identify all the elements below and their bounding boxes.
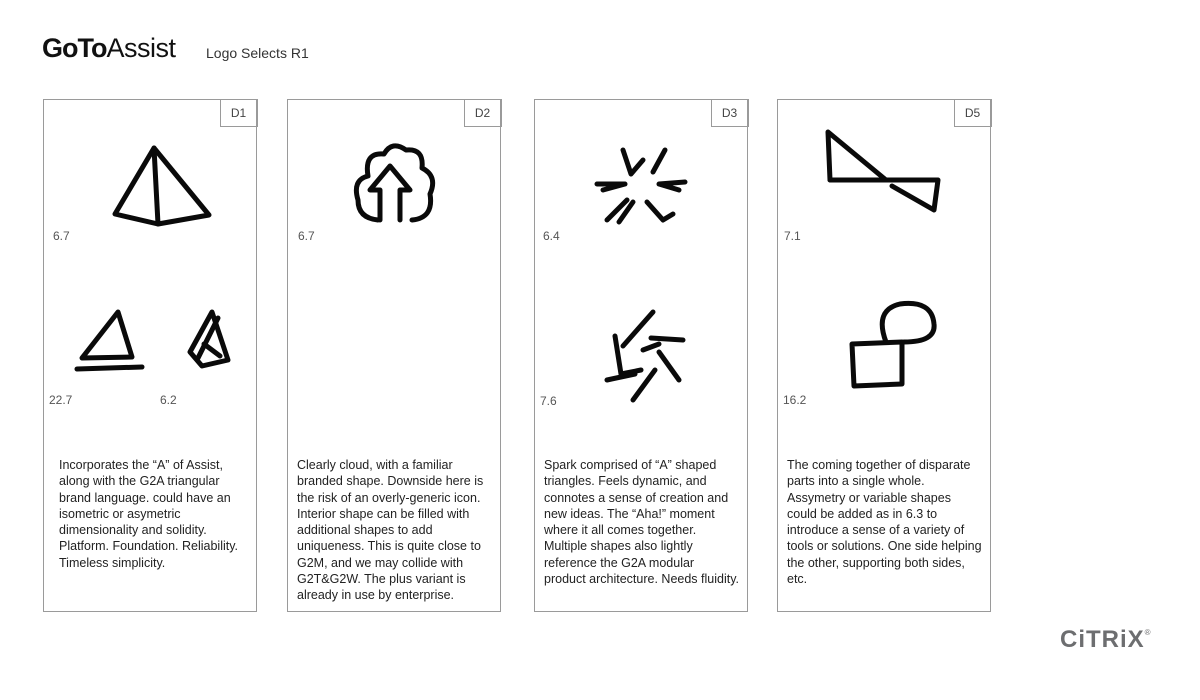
sketch-folded-a-icon <box>184 308 236 370</box>
concept-card-d5 <box>777 99 991 612</box>
card-description: Incorporates the “A” of Assist, along with the G2A triangular brand language. could have an isometric or asymetric dimensionality and solidity. Platform. Foundation. Reliability. Timeless simplicity. <box>59 458 239 570</box>
brand-logo-regular: Assist <box>106 33 176 63</box>
card-tag: D3 <box>711 99 749 127</box>
score-label: 6.4 <box>543 229 560 243</box>
card-tag: D5 <box>954 99 992 127</box>
concept-card-d1 <box>43 99 257 612</box>
score-label: 6.2 <box>160 393 177 407</box>
sketch-pinwheel-icon <box>603 308 687 404</box>
sketch-split-triangles-icon <box>822 128 942 214</box>
brand-logo-bold: GoTo <box>42 33 107 63</box>
card-description: Spark comprised of “A” shaped triangles. Feels dynamic, and connotes a sense of creation and new ideas. The “Aha!” moment where it all comes together. Multiple shapes also lightly reference the G2A modular product architecture. Needs fluidity. <box>544 458 740 587</box>
score-label: 7.6 <box>540 394 557 408</box>
concept-card-d2 <box>287 99 501 612</box>
registered-mark: ® <box>1144 628 1152 637</box>
sketch-triangle-base-icon <box>72 308 148 374</box>
sketch-cloud-arrow-icon <box>350 138 440 224</box>
score-label: 6.7 <box>298 229 315 243</box>
concept-card-d3 <box>534 99 748 612</box>
card-description: The coming together of disparate parts into a single whole. Assymetry or variable shapes could be added as in 6.3 to introduce a sense of a variety of tools or solutions. One side helping the other, supporting both sides, etc. <box>787 458 982 587</box>
score-label: 7.1 <box>784 229 801 243</box>
card-tag: D1 <box>220 99 258 127</box>
score-label: 6.7 <box>53 229 70 243</box>
card-tag: D2 <box>464 99 502 127</box>
sketch-pyramid-icon <box>110 144 214 230</box>
brand-logo <box>42 33 176 64</box>
sketch-square-loop-icon <box>846 298 940 392</box>
card-description: Clearly cloud, with a familiar branded shape. Downside here is the risk of an overly-generic icon. Interior shape can be filled with additional shapes to add uniqueness. This is quite close to G2M, and we may collide with G2T&G2W. The plus variant is already in use by enterprise. <box>297 458 484 603</box>
page-subtitle: Logo Selects R1 <box>206 45 309 61</box>
sketch-spark-icon <box>593 144 691 228</box>
score-label: 16.2 <box>783 393 807 407</box>
score-label: 22.7 <box>49 393 73 407</box>
citrix-logo <box>1060 626 1152 654</box>
citrix-logo-text: CiTRiX <box>1060 626 1145 653</box>
